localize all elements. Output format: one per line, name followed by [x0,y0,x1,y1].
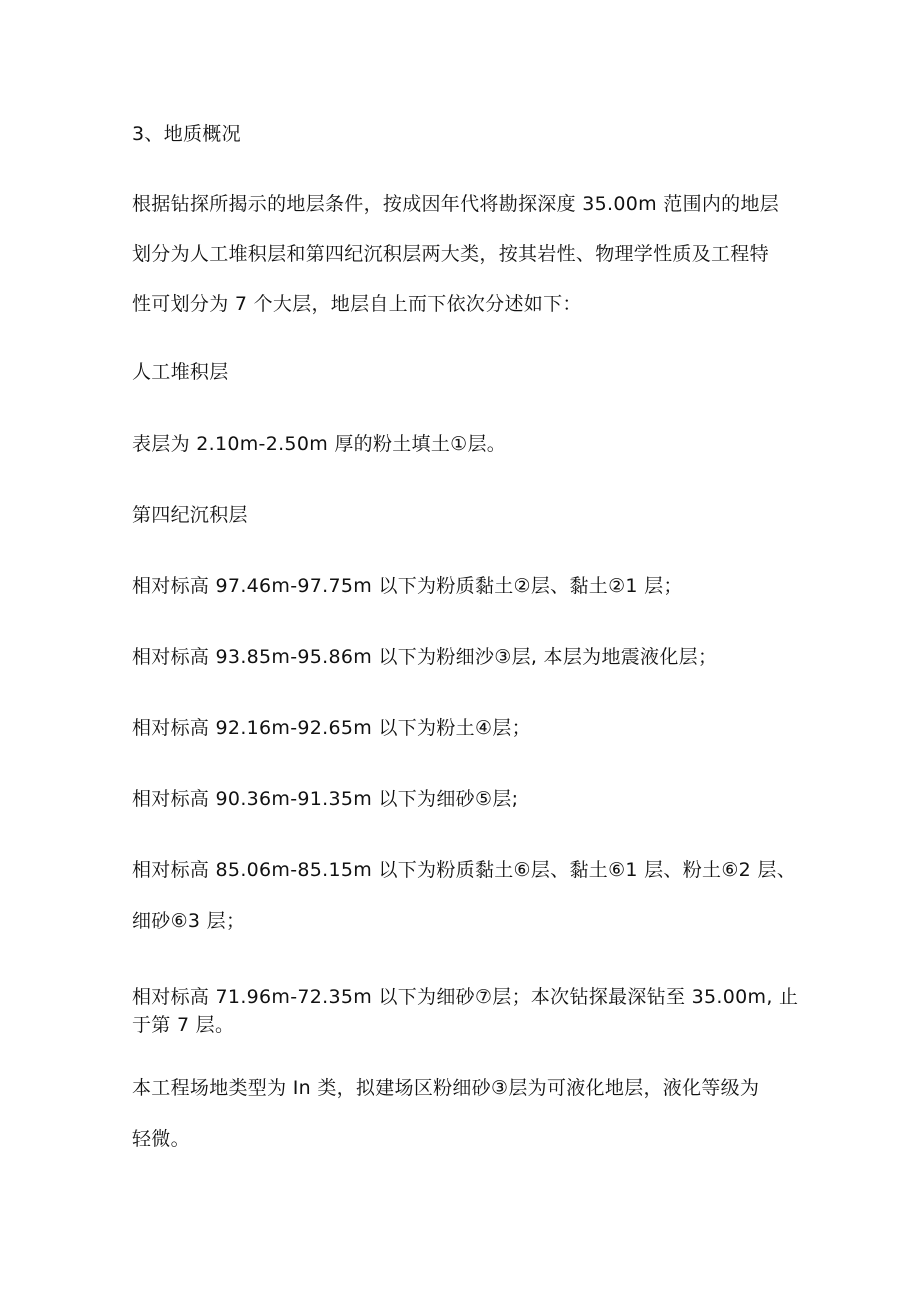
layer-3-text: 相对标高 93.85m-95.86m 以下为粉细沙③层, 本层为地震液化层； [132,646,718,668]
layer-6-text-line-1: 相对标高 85.06m-85.15m 以下为粉质黏土⑥层、黏土⑥1 层、粉土⑥2 层、 [132,859,796,881]
layer-4-text: 相对标高 92.16m-92.65m 以下为粉土④层； [132,717,531,739]
layer-7-text-line-2: 于第 7 层。 [132,1014,235,1036]
intro-line-2: 划分为人工堆积层和第四纪沉积层两大类，按其岩性、物理学性质及工程特 [132,243,769,265]
artificial-layer-heading: 人工堆积层 [132,361,229,383]
layer-6-text-line-2: 细砂⑥3 层； [132,910,246,932]
quaternary-layer-heading: 第四纪沉积层 [132,504,248,526]
intro-line-3: 性可划分为 7 个大层，地层自上而下依次分述如下： [132,293,582,315]
conclusion-line-1: 本工程场地类型为 In 类，拟建场区粉细砂③层为可液化地层，液化等级为 [132,1077,760,1099]
layer-5-text: 相对标高 90.36m-91.35m 以下为细砂⑤层; [132,788,519,810]
conclusion-line-2: 轻微。 [132,1128,190,1150]
layer-7-text-line-1: 相对标高 71.96m-72.35m 以下为细砂⑦层；本次钻探最深钻至 35.00m, 止 [132,986,799,1008]
artificial-layer-text: 表层为 2.10m-2.50m 厚的粉土填土①层。 [132,433,507,455]
section-heading: 3、地质概况 [132,123,241,145]
intro-line-1: 根据钻探所揭示的地层条件，按成因年代将勘探深度 35.00m 范围内的地层 [132,193,780,215]
layer-2-text: 相对标高 97.46m-97.75m 以下为粉质黏土②层、黏土②1 层； [132,575,683,597]
